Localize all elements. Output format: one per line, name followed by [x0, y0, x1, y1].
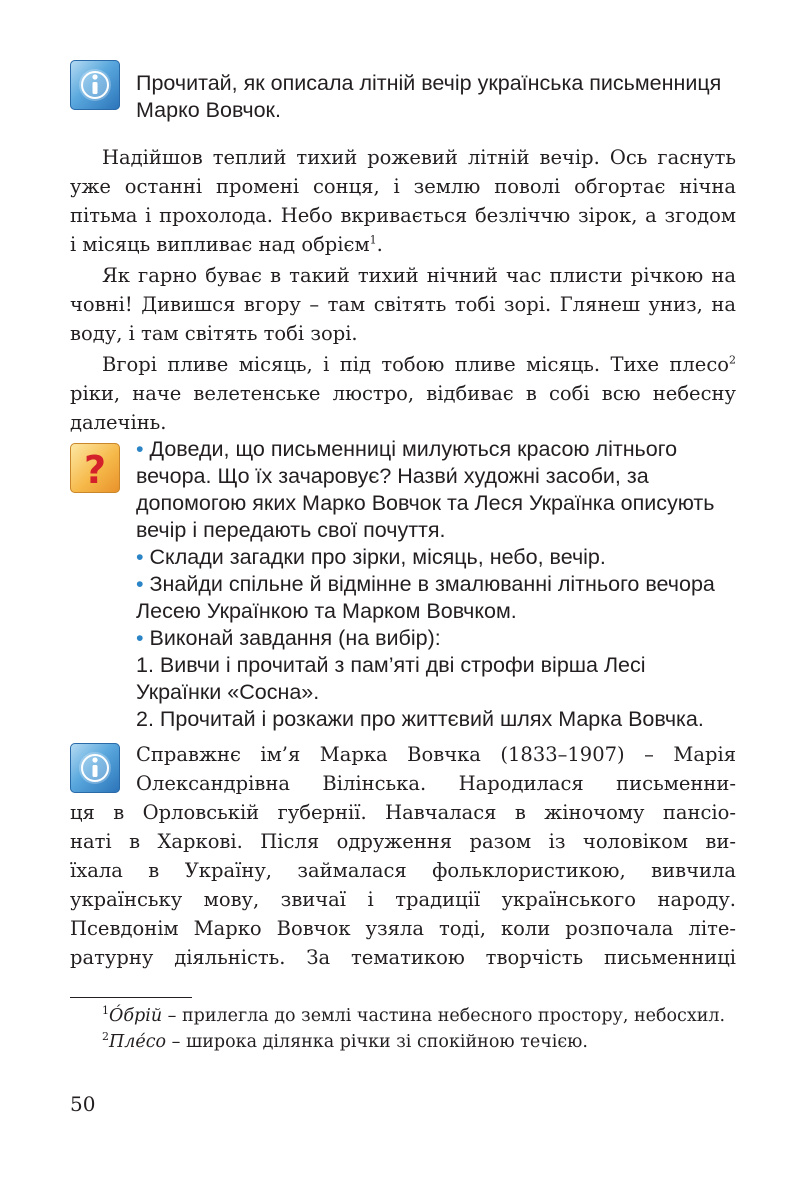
tasks-block — [136, 436, 736, 733]
footnote-text: – широка ділянка річки зі спокійною течією. — [166, 1032, 588, 1052]
task-item: • Склади загадки про зірки, місяць, небо, вечір. — [136, 544, 736, 571]
story-paragraph-end: ріки, наче велетенське люстро, відбиває в собі всю небесну далечінь. — [70, 382, 736, 434]
task-item: • Доведи, що письменниці милуються красою літнього вечора. Що їх зачаровує? Назви́ художні засоби, за допомогою яких Марко Вовчок та Леся Українка описують вечір і передають свої почуття. — [136, 436, 736, 544]
bio-line: Псевдонім Марко Вовчок узяла тоді, коли розпочала літе- — [70, 917, 736, 940]
footnote-ref: 2 — [729, 353, 736, 367]
story-paragraph: Як гарно буває в такий тихий нічний час плисти річкою на човні! Дивишся вгору – там світять тобі зорі. Глянеш униз, на воду, і там світять тобі зорі. — [70, 264, 736, 345]
info-icon — [70, 60, 120, 110]
page-number: 50 — [70, 1092, 96, 1116]
intro-text: Прочитай, як описала літній вечір українська письменниця Марко Вовчок. — [136, 71, 722, 122]
footnote — [70, 1029, 736, 1055]
footnote-term: Óбрій — [109, 1006, 163, 1026]
bio-line: наті в Харкові. Після одруження разом із чоловіком ви- — [70, 830, 736, 853]
question-icon — [70, 443, 120, 493]
svg-text:?: ? — [83, 448, 107, 492]
story-paragraph — [70, 143, 736, 259]
bio-line: їхала в Україну, займалася фольклористикою, вивчила — [70, 859, 736, 882]
footnote-number: 1 — [102, 1004, 109, 1018]
footnote-text: – прилегла до землі частина небесного простору, небосхил. — [162, 1006, 726, 1026]
story-paragraph-text: Вгорі пливе місяць, і під тобою пливе місяць. Тихе плесо — [102, 353, 729, 376]
bio-line: Справжнє ім’я Марка Вовчка (1833–1907) – Марія — [136, 743, 736, 766]
story-text — [70, 143, 736, 437]
story-paragraph-end: . — [376, 233, 383, 256]
bio-text — [70, 740, 736, 972]
bio-line: ця в Орловській губернії. Навчалася в жіночому пансіо- — [70, 801, 736, 824]
task-item: • Знайди спільне й відмінне в змалюванні літнього вечора Лесею Українкою та Марком Вовчком. — [136, 571, 736, 625]
bio-line: українську мову, звичаї і традиції українського народу. — [70, 888, 736, 911]
task-item: • Виконай завдання (на вибір): — [136, 625, 736, 652]
story-paragraph-text: Надійшов теплий тихий рожевий літній вечір. Ось гаснуть уже останні промені сонця, і землю поволі обгортає нічна пітьма і прохолода. Небо вкривається безліччю зірок, а згодом і місяць випливає над обрієм — [70, 146, 736, 256]
footnote-divider — [70, 997, 192, 998]
footnotes — [70, 1003, 736, 1055]
footnote-ref: 1 — [369, 233, 377, 247]
bio-line: Олександрівна Вілінська. Народилася письменни- — [136, 772, 736, 795]
footnote — [70, 1003, 736, 1029]
bio-line: ратурну діяльність. За тематикою творчість письменниці — [70, 946, 736, 969]
story-paragraph — [70, 350, 736, 437]
task-choice: 2. Прочитай і розкажи про життєвий шлях Марка Вовчка. — [136, 707, 704, 731]
task-choice: 1. Вивчи і прочитай з пам’яті дві строфи вірша Лесі Українки «Сосна». — [136, 653, 646, 704]
footnote-term: Плéсо — [109, 1032, 167, 1052]
footnote-number: 2 — [102, 1030, 109, 1044]
